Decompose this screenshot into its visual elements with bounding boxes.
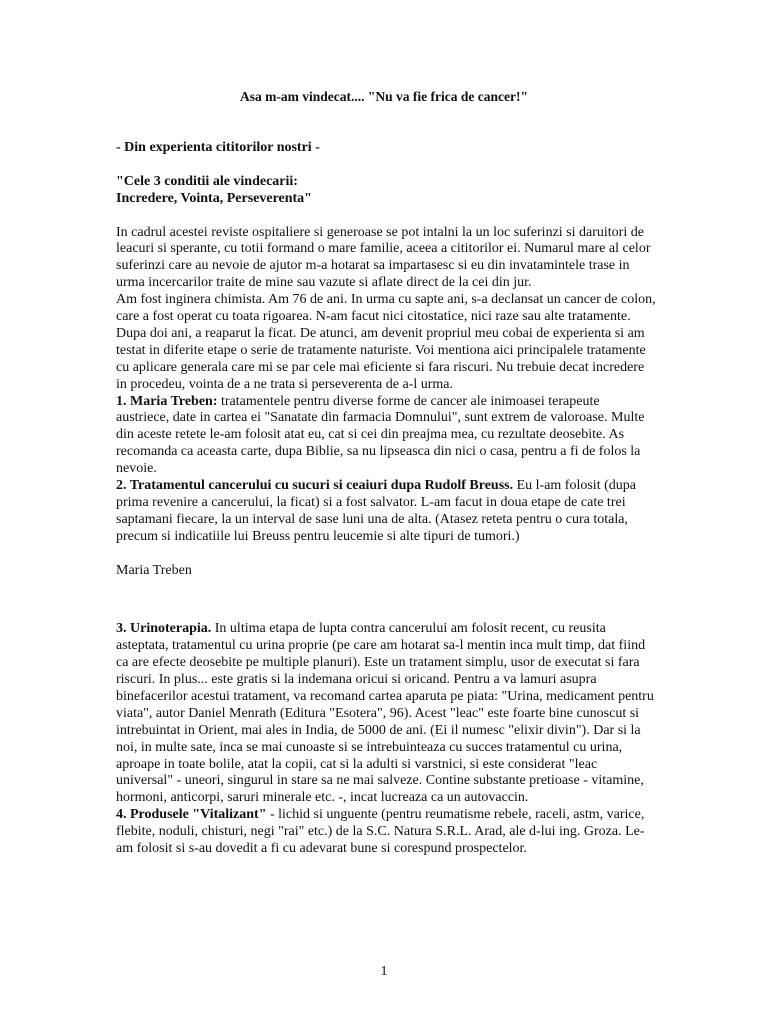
section-heading-line-2: Incredere, Vointa, Perseverenta" [116,190,312,206]
page-number: 1 [380,964,388,979]
treatment-item-2 [116,478,656,546]
treatment-item-3-text: In ultima etapa de lupta contra cancerului am folosit recent, cu reusita asteptata, tratamentul cu urina proprie (pe care am hotarat sa-l mentin inca mult timp, dat fiind ca are efecte deosebite pe multiple planuri). Este un tratament simplu, usor de executat si fara riscuri. In plus... este gratis si la indemana oricui si oricand. Pentru a va lamuri asupra binefacerilor acestui tratament, va recomand cartea aparuta pe piata: "Urina, medicament pentru viata", autor Daniel Menrath (Editura "Esotera", 96). Acest "leac" este foarte bine cunoscut si intrebuintat in Orient, mai ales in India, de 5000 de ani. (Ei il numesc "elixir divin"). Dar si la noi, in multe sate, inca se mai cunoaste si se intrebuinteaza cu succes tratamentul cu urina, aproape in toate bolile, atat la copii, cat si la adulti si varstnici, si este considerat "leac universal" - uneori, singurul in stare sa ne mai salveze. Contine substante pretioase - vitamine, hormoni, anticorpi, saruri minerale etc. -, incat lucreaza ca un autovaccin. [116,621,654,806]
intro-paragraph: In cadrul acestei reviste ospitaliere si generoase se pot intalni la un loc suferinzi si daruitori de leacuri si sperante, cu totii formand o mare familie, aceea a cititorilor ei. Numarul mare al celor suferinzi care au nevoie de ajutor m-a hotarat sa impartasesc si eu din invatamintele trase in urma incercarilor traite de mine sau vazute si aflate direct de la cei din jur. [116,224,651,291]
treatment-item-2-label: 2. Tratamentul cancerului cu sucuri si ceaiuri dupa Rudolf Breuss. [116,478,514,494]
treatment-item-4-label: 4. Produsele "Vitalizant" [116,807,267,823]
treatment-item-2-text: Eu l-am folosit (dupa prima revenire a cancerului, la ficat) si a fost salvator. L-am facut in doua etape de cate trei saptamani fiecare, la un interval de sase luni una de alta. (Atasez reteta pentru o cura totala, precum si indicatiile lui Breuss pentru leucemie si alte tipuri de tumori.) [116,478,636,544]
section-heading-line-1: "Cele 3 conditii ale vindecarii: [116,173,298,189]
story-paragraph: Am fost inginera chimista. Am 76 de ani. In urma cu sapte ani, s-a declansat un cancer de colon, care a fost operat cu toata rigoarea. N-am facut nici citostatice, nici raze sau alte tratamente. Dupa doi ani, a reaparut la ficat. De atunci, am devenit propriul meu cobai de experienta si am testat in diferite etape o serie de tratamente naturiste. Voi mentiona aici principalele tratamente cu aplicare generala care mi se par cele mai eficiente si fara riscuri. Nu trebuie decat incredere in procedeu, vointa de a ne trata si perseverenta de a-l urma. [116,292,656,392]
signature: Maria Treben [116,562,192,578]
treatment-item-4-text: - lichid si unguente (pentru reumatisme rebele, raceli, astm, varice, flebite, noduli, chisturi, negi "rai" etc.) de la S.C. Natura S.R.L. Arad, ale d-lui ing. Groza. Le-am folosit si s-au dovedit a fi cu adevarat bune si corespund prospectelor. [116,807,645,857]
treatment-item-3 [116,621,656,807]
article-title: Asa m-am vindecat.... "Nu va fie frica de cancer!" [240,89,528,104]
article-body [116,140,656,858]
treatment-item-1-text: tratamentele pentru diverse forme de cancer ale inimoasei terapeute austriece, date in cartea ei "Sanatate din farmacia Domnului", sunt extrem de valoroase. Multe din aceste retete le-am folosit atat eu, cat si cei din preajma mea, cu rezultate deosebite. As recomanda ca aceasta carte, dupa Biblie, sa nu lipseasca din nici o casa, pentru a fi de folos la nevoie. [116,393,645,477]
article-subtitle: - Din experienta cititorilor nostri - [116,140,320,155]
treatment-item-1-label: 1. Maria Treben: [116,393,218,409]
treatment-item-4 [116,807,656,858]
treatment-item-3-label: 3. Urinoterapia. [116,621,212,637]
treatment-item-1 [116,394,656,479]
